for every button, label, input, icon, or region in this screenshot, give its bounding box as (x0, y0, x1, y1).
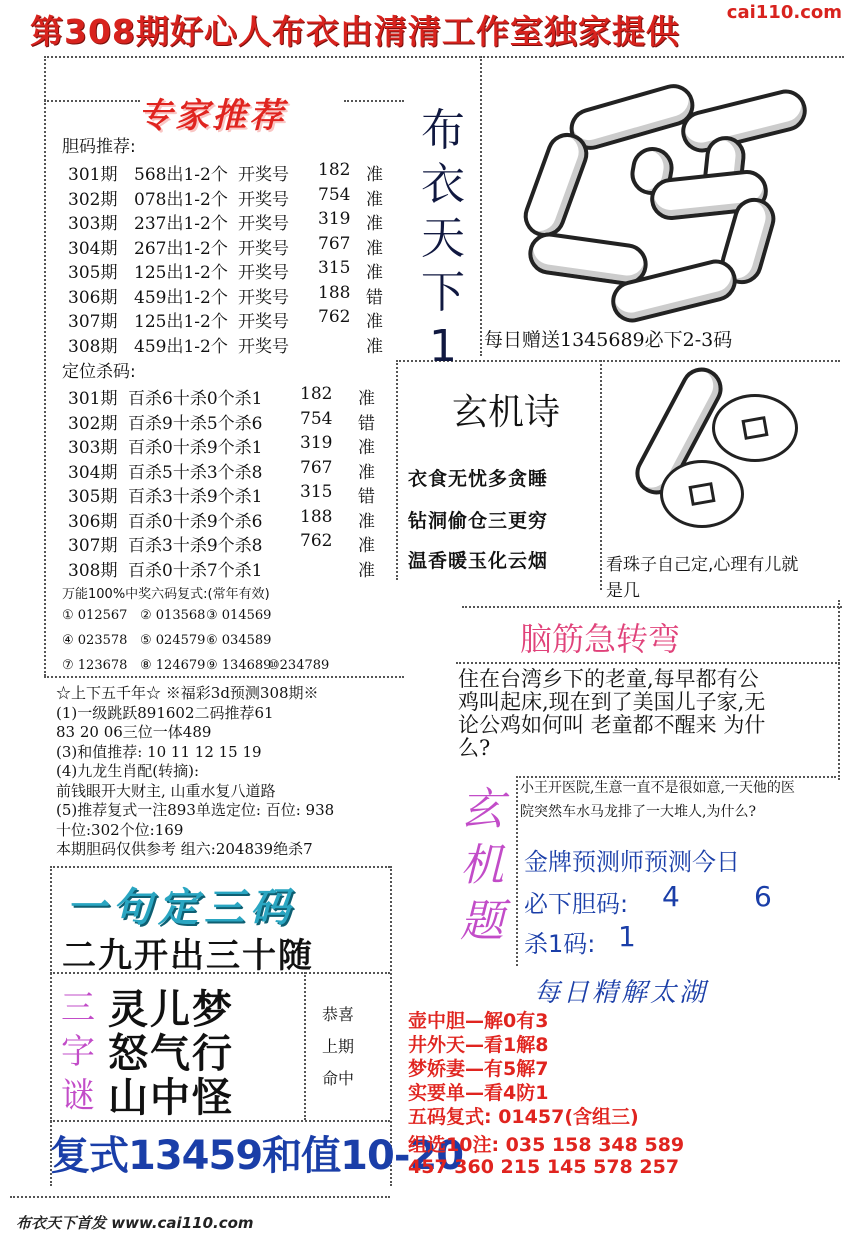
kill-open-num: 315 (300, 482, 333, 502)
kill-period: 304期 (68, 462, 118, 483)
taihu-zuxuan-1: 组选10注: 035 158 348 589 (408, 1134, 685, 1156)
dan-result: 准 (366, 214, 383, 234)
divider (10, 1196, 390, 1198)
dan-open-label: 开奖号 (238, 287, 289, 308)
divider (50, 866, 390, 868)
kill-code: 百杀6十杀0个杀1 (128, 389, 263, 409)
kill-open-num: 754 (300, 408, 333, 429)
footer-text: 布衣天下首发 www.cai110.com (16, 1214, 254, 1232)
forecast-line: (4)九龙生肖配(转摘): (56, 762, 200, 780)
kill-result: 准 (358, 536, 375, 556)
kill-label: 定位杀码: (62, 362, 136, 382)
divider (44, 56, 46, 676)
expert-title: 专家推荐 (138, 96, 286, 136)
dan-code-1: 4 (662, 880, 680, 913)
xuanji-title: 玄机题 (460, 784, 504, 947)
kill-open-num: 767 (300, 457, 333, 478)
dan-period: 308期 (68, 336, 118, 357)
divider (456, 662, 840, 664)
dan-period: 301期 (68, 165, 118, 185)
dan-open-num: 767 (318, 233, 351, 254)
dan-period: 306期 (68, 287, 118, 308)
riddle-word: 灵儿梦 (108, 987, 234, 1033)
poem-note: 看珠子自己定,心理有儿就是几 (606, 555, 799, 601)
kill-period: 301期 (68, 389, 118, 409)
dan-open-num: 315 (318, 258, 351, 278)
six-code: ⑤ 024579 (140, 633, 206, 648)
dan-period: 303期 (68, 214, 118, 234)
dan-open-num: 754 (318, 184, 351, 205)
divider (838, 600, 840, 780)
dan-period: 304期 (68, 238, 118, 259)
oneline-phrase: 二九开出三十随 (62, 936, 314, 976)
forecast-line: (3)和值推荐: 10 11 12 15 19 (56, 742, 262, 761)
dan-code: 459出1-2个 (134, 287, 228, 308)
divider (480, 56, 482, 356)
taihu-line: 壶中胆—解0有3 (408, 1010, 549, 1032)
kill-open-num: 188 (300, 506, 333, 527)
dan-code: 237出1-2个 (134, 214, 228, 234)
kill-code-label: 杀1码: (524, 930, 596, 958)
congrats-word: 命中 (322, 1069, 355, 1088)
kill-result: 准 (358, 560, 375, 581)
kill-period: 306期 (68, 511, 118, 532)
dan-open-label: 开奖号 (238, 165, 289, 185)
brain-title: 脑筋急转弯 (520, 620, 681, 658)
brain-riddle: 住在台湾乡下的老童,每早都有公鸡叫起床,现在到了美国儿子家,无论公鸡如何叫 老童都不醒来 为什么? (458, 667, 766, 760)
dan-code-2: 6 (754, 880, 772, 913)
dan-result: 准 (366, 336, 383, 357)
divider (44, 56, 844, 58)
dan-open-label: 开奖号 (238, 189, 289, 210)
kill-result: 准 (358, 389, 375, 409)
divider (396, 360, 398, 580)
divider (600, 360, 602, 590)
dan-open-label: 开奖号 (238, 263, 289, 283)
six-code: ⑨ 134689 (206, 658, 272, 673)
divider (462, 606, 842, 608)
dan-open-label: 开奖号 (238, 312, 289, 332)
poem-line-3: 温香暖玉化云烟 (408, 550, 549, 572)
dan-code-label: 必下胆码: (524, 890, 629, 918)
dan-result: 准 (366, 189, 383, 210)
xuanji-text: 小王开医院,生意一直不是很如意,一天他的医院突然车水马龙排了一大堆人,为什么? (520, 780, 795, 820)
divider (344, 100, 404, 102)
poem-line-1: 衣食无忧多贪睡 (408, 468, 549, 490)
fushi-text: 复式13459和值10-20 (50, 1133, 464, 1179)
poem-title: 玄机诗 (452, 392, 561, 433)
six-code: ⑧ 124679 (140, 658, 206, 673)
dan-label: 胆码推荐: (62, 137, 136, 157)
poem-line-2: 钻洞偷仓三更穷 (408, 510, 549, 532)
kill-open-num: 319 (300, 433, 333, 453)
forecast-line: 前钱眼开大财主, 山重水复八道路 (56, 781, 276, 800)
divider (516, 776, 518, 966)
taihu-fushi: 五码复式: 01457(含组三) (408, 1106, 639, 1128)
dan-result: 准 (366, 165, 383, 185)
dan-code: 125出1-2个 (134, 312, 228, 332)
oneline-title: 一句定三码 (66, 885, 296, 931)
dan-open-num: 319 (318, 209, 351, 229)
dan-code: 125出1-2个 (134, 263, 228, 283)
kill-open-num: 762 (300, 531, 333, 551)
six-code: ② 013568 (140, 608, 206, 623)
three-char-label: 三字谜 (61, 988, 95, 1116)
kill-result: 准 (358, 438, 375, 458)
kill-code: 百杀3十杀9个杀1 (128, 487, 263, 507)
taihu-zuxuan-2: 457 360 215 145 578 257 (408, 1156, 680, 1178)
taihu-line: 实要单—看4防1 (408, 1082, 549, 1104)
taihu-title: 每日精解太湖 (534, 978, 709, 1008)
dan-result: 准 (366, 312, 383, 332)
six-label: 万能100%中奖六码复式:(常年有效) (62, 587, 270, 602)
coin-icon (712, 394, 798, 462)
divider (304, 972, 306, 1120)
kill-result: 错 (358, 413, 375, 434)
dan-result: 准 (366, 238, 383, 259)
dan-result: 准 (366, 263, 383, 283)
dan-open-num: 188 (318, 282, 351, 303)
dan-code: 078出1-2个 (134, 189, 228, 210)
capsule-stroke-icon (677, 85, 811, 157)
kill-code-value: 1 (618, 920, 636, 953)
taihu-line: 井外天—看1解8 (408, 1034, 549, 1056)
forecast-line: ☆上下五千年☆ ※福彩3d预测308期※ (56, 684, 319, 702)
kill-code: 百杀0十杀7个杀1 (128, 560, 263, 581)
gift-text: 每日赠送1345689必下2-3码 (484, 329, 733, 351)
congrats-word: 恭喜 (322, 1005, 355, 1024)
dan-open-label: 开奖号 (238, 238, 289, 259)
forecast-line: 83 20 06三位一体489 (56, 723, 212, 741)
dan-result: 错 (366, 287, 383, 308)
six-code: ③ 014569 (206, 608, 272, 623)
kill-code: 百杀9十杀5个杀6 (128, 413, 263, 434)
page-title: 第308期好心人布衣由清清工作室独家提供 (30, 12, 680, 51)
kill-result: 错 (358, 487, 375, 507)
congrats-word: 上期 (322, 1037, 355, 1056)
kill-code: 百杀3十杀9个杀8 (128, 536, 263, 556)
dan-open-num: 762 (318, 307, 351, 327)
kill-open-num: 182 (300, 384, 333, 404)
dan-period: 305期 (68, 263, 118, 283)
dan-code: 267出1-2个 (134, 238, 228, 259)
dan-period: 302期 (68, 189, 118, 210)
forecast-line: 本期胆码仅供参考 组六:204839绝杀7 (56, 840, 313, 858)
dan-period: 307期 (68, 312, 118, 332)
kill-period: 302期 (68, 413, 118, 434)
kill-code: 百杀5十杀3个杀8 (128, 462, 263, 483)
kill-period: 307期 (68, 536, 118, 556)
dan-open-label: 开奖号 (238, 336, 289, 357)
coin-icon (660, 460, 744, 528)
forecast-line: (5)推荐复式一注893单选定位: 百位: 938 (56, 801, 335, 819)
kill-result: 准 (358, 462, 375, 483)
kill-period: 305期 (68, 487, 118, 507)
kill-code: 百杀0十杀9个杀6 (128, 511, 263, 532)
taihu-line: 梦娇妻—有5解7 (408, 1058, 549, 1080)
gold-text: 金牌预测师预测今日 (524, 848, 740, 876)
six-code: ① 012567 (62, 608, 128, 623)
six-code: ⑦ 123678 (62, 658, 128, 673)
dan-open-num: 182 (318, 160, 351, 180)
kill-period: 308期 (68, 560, 118, 581)
riddle-word: 怒气行 (108, 1031, 234, 1077)
divider (44, 100, 140, 102)
six-code: ⑩234789 (268, 658, 330, 673)
site-link[interactable]: cai110.com (726, 2, 842, 23)
kill-code: 百杀0十杀9个杀1 (128, 438, 263, 458)
divider (44, 676, 404, 678)
dan-code: 459出1-2个 (134, 336, 228, 357)
six-code: ④ 023578 (62, 633, 128, 648)
riddle-word: 山中怪 (108, 1075, 234, 1121)
forecast-line: (1)一级跳跃891602二码推荐61 (56, 703, 274, 722)
kill-result: 准 (358, 511, 375, 532)
forecast-line: 十位:302个位:169 (56, 820, 184, 839)
six-code: ⑥ 034589 (206, 633, 272, 648)
buyi-title: 布衣天下1 (421, 105, 465, 372)
dan-code: 568出1-2个 (134, 165, 228, 185)
capsule-stroke-icon (518, 127, 594, 243)
kill-period: 303期 (68, 438, 118, 458)
dan-open-label: 开奖号 (238, 214, 289, 234)
